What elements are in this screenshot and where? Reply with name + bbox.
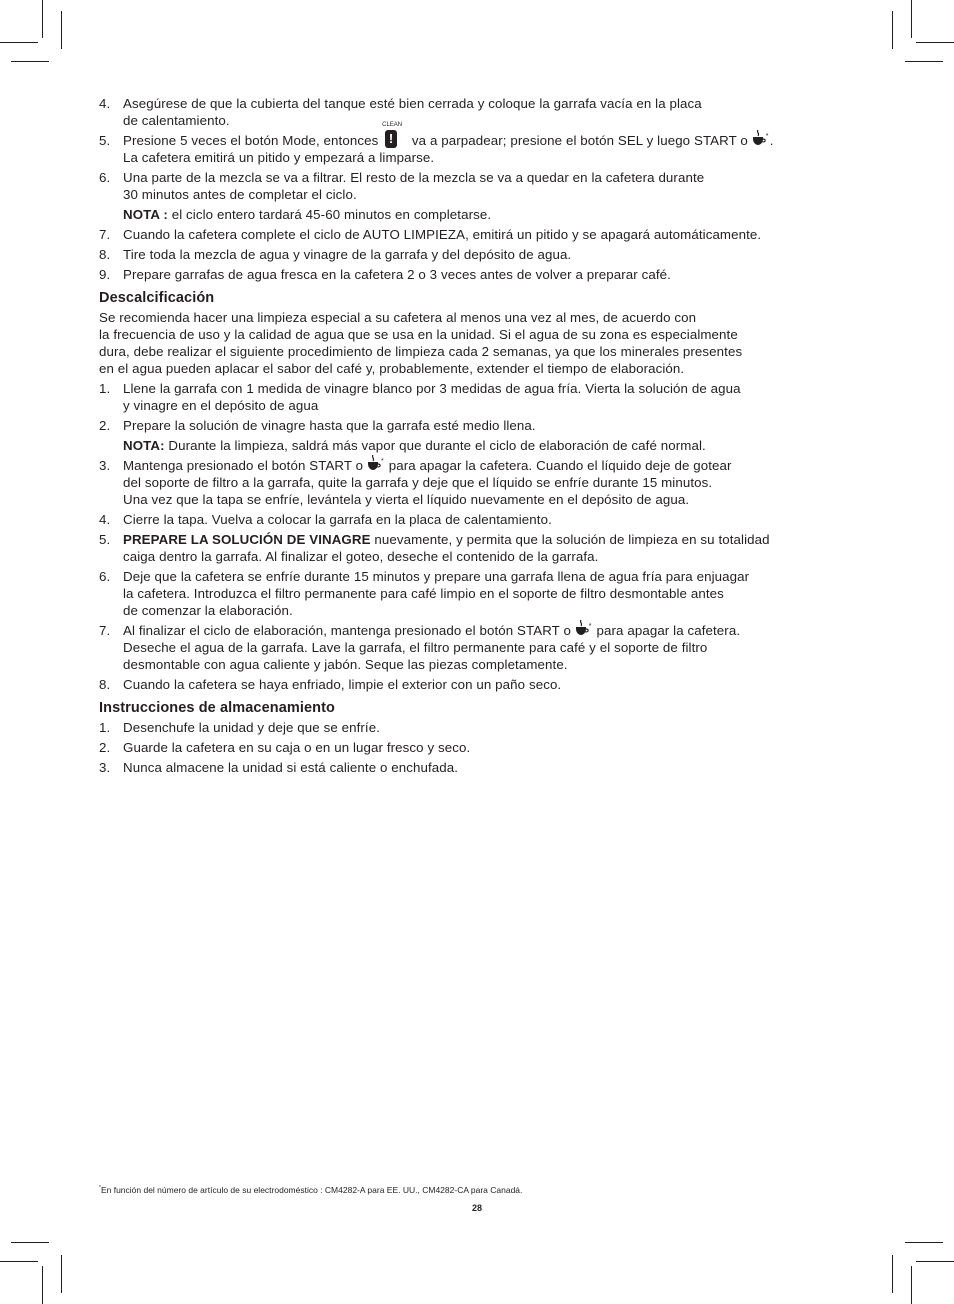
crop-mark [11, 61, 49, 62]
list-item: 5. PREPARE LA SOLUCIÓN DE VINAGRE nuevamente, y permita que la solución de limpieza en su totalidad caiga dentro la garrafa. Al finalizar el goteo, deseche el contenido de la garrafa. [99, 532, 770, 564]
crop-mark [42, 1266, 43, 1304]
page-content [99, 95, 857, 779]
crop-mark [61, 1255, 62, 1293]
clean-button-icon: CLEAN ! [382, 122, 403, 146]
crop-mark [905, 1242, 943, 1243]
crop-mark [11, 1242, 49, 1243]
list-item: 3. Nunca almacene la unidad si está caliente o enchufada. [99, 760, 459, 775]
list-item: 6. Deje que la cafetera se enfríe durante 15 minutos y prepare una garrafa llena de agua fría para enjuagar la cafetera. Introduzca el filtro permanente para café limpio en el soporte de filtro desmontable antes de comenzar la elaboración. [99, 569, 750, 618]
coffee-cup-icon: * [575, 623, 589, 637]
list-item: 2. Guarde la cafetera en su caja o en un lugar fresco y seco. [99, 740, 471, 755]
list-item: 9. Prepare garrafas de agua fresca en la cafetera 2 o 3 veces antes de volver a preparar café. [99, 267, 671, 282]
list-item: 1. Llene la garrafa con 1 medida de vinagre blanco por 3 medidas de agua fría. Vierta la solución de agua y vinagre en el depósito de agua [99, 381, 741, 413]
crop-mark [911, 1266, 912, 1304]
list-item: 2. Prepare la solución de vinagre hasta que la garrafa esté medio llena. NOTA: Durante la limpieza, saldrá más vapor que durante el ciclo de elaboración de café normal. [99, 417, 857, 454]
list-item: 5. Presione 5 veces el botón Mode, entonces CLEAN ! va a parpadear; presione el botón SEL y luego START o * . La cafetera emitirá un pitido y empezará a limparse. [99, 122, 774, 165]
coffee-cup-icon: * [367, 458, 381, 472]
list-item: 7. Al finalizar el ciclo de elaboración, mantenga presionado el botón START o * para apagar la cafetera. Deseche el agua de la garrafa. Lave la garrafa, el filtro permanente para café y el soporte de filtro desmontable con agua caliente y jabón. Seque las piezas completamente. [99, 622, 857, 673]
section-heading: Instrucciones de almacenamiento [99, 700, 335, 716]
crop-mark [0, 42, 38, 43]
list-item: 6. Una parte de la mezcla se va a filtrar. El resto de la mezcla se va a quedar en la cafetera durante 30 minutos antes de completar el ciclo. NOTA : el ciclo entero tardará 45-60 minutos en completarse. [99, 169, 857, 223]
section-heading: Descalcificación [99, 290, 215, 306]
crop-mark [916, 1261, 954, 1262]
page-number: 28 [471, 1203, 482, 1213]
coffee-cup-icon: * [752, 133, 766, 147]
crop-mark [0, 1261, 38, 1262]
crop-mark [42, 0, 43, 38]
list-item: 8. Cuando la cafetera se haya enfriado, limpie el exterior con un paño seco. [99, 677, 562, 692]
crop-mark [892, 1255, 893, 1293]
crop-mark [905, 61, 943, 62]
crop-mark [61, 11, 62, 49]
list-item: 7. Cuando la cafetera complete el ciclo de AUTO LIMPIEZA, emitirá un pitido y se apagará automáticamente. [99, 227, 762, 242]
list-item: 4. Cierre la tapa. Vuelva a colocar la garrafa en la placa de calentamiento. [99, 512, 552, 527]
note: NOTA: Durante la limpieza, saldrá más vapor que durante el ciclo de elaboración de café normal. [123, 438, 706, 453]
note: NOTA : el ciclo entero tardará 45-60 minutos en completarse. [123, 207, 492, 222]
crop-mark [916, 42, 954, 43]
crop-mark [892, 11, 893, 49]
list-item: 4. Asegúrese de que la cubierta del tanque esté bien cerrada y coloque la garrafa vacía en la placa de calentamiento. [99, 96, 702, 128]
intro-paragraph: Se recomienda hacer una limpieza especial a su cafetera al menos una vez al mes, de acuerdo con la frecuencia de uso y la calidad de agua que se usa en la unidad. Si el agua de su zona es especialmente dura, debe realizar el siguiente procedimiento de limpieza cada 2 semanas, ya que los minerales presentes en el agua pueden aplacar el sabor del café y, probablemente, extender el tiempo de elaboración. [99, 310, 743, 376]
list-item: 1. Desenchufe la unidad y deje que se enfríe. [99, 720, 381, 735]
crop-mark [911, 0, 912, 38]
list-item: 8. Tire toda la mezcla de agua y vinagre de la garrafa y del depósito de agua. [99, 247, 572, 262]
footnote: *En función del número de artículo de su electrodoméstico : CM4282-A para EE. UU., CM4282-CA para Canadá. [99, 1185, 523, 1195]
list-item: 3. Mantenga presionado el botón START o * para apagar la cafetera. Cuando el líquido deje de gotear del soporte de filtro a la garrafa, quite la garrafa y deje que el líquido se enfríe durante 15 minutos. Una vez que la tapa se enfríe, levántela y vierta el líquido nuevamente en el depósito de agua. [99, 457, 857, 508]
